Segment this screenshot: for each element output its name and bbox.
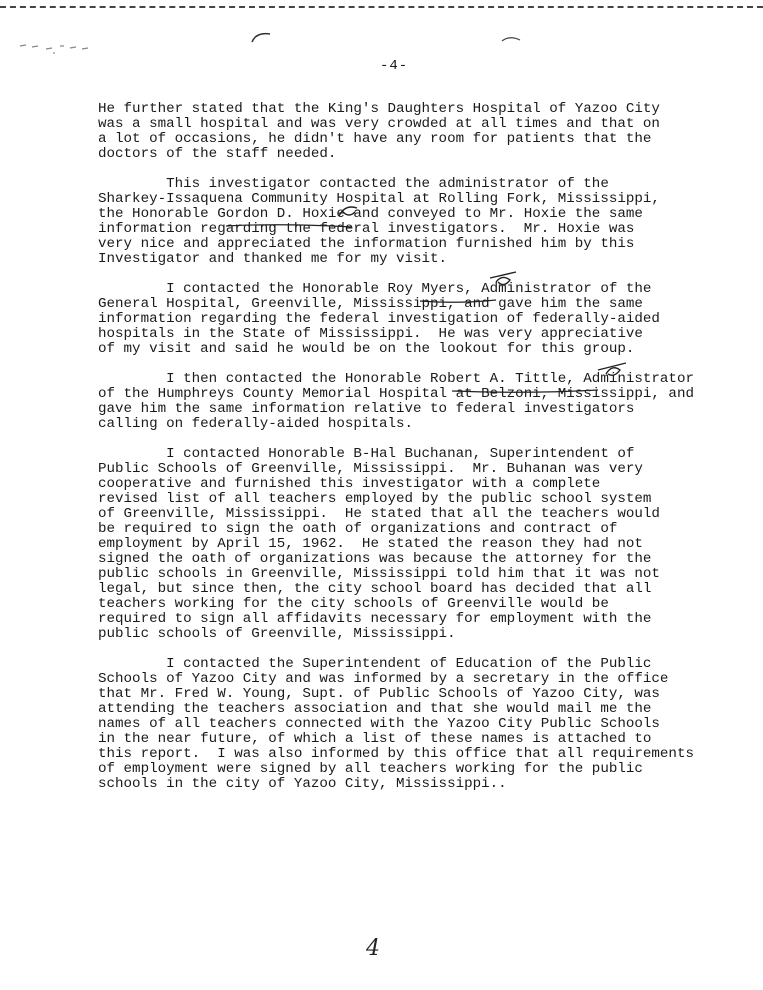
name-underline-hoxie	[224, 222, 354, 230]
line: public schools of Greenville, Mississippi.	[98, 626, 456, 642]
top-perforation-rule	[0, 6, 763, 8]
line: a lot of occasions, he didn't have any room for patients that the	[98, 131, 652, 147]
line: of the Humphreys County Memorial Hospital at Belzoni, Mississippi, and	[98, 386, 694, 402]
line: Schools of Yazoo City and was informed by a secretary in the office	[98, 671, 669, 687]
line: doctors of the staff needed.	[98, 146, 337, 162]
line: legal, but since then, the city school board has decided that all	[98, 581, 652, 597]
line: cooperative and furnished this investigator with a complete	[98, 476, 601, 492]
report-body	[98, 102, 738, 807]
line: Public Schools of Greenville, Mississippi. Mr. Buhanan was very	[98, 461, 643, 477]
line: revised list of all teachers employed by the public school system	[98, 491, 652, 507]
line: of Greenville, Mississippi. He stated that all the teachers would	[98, 506, 660, 522]
line: I contacted the Superintendent of Education of the Public	[98, 656, 652, 672]
line: this report. I was also informed by this office that all requirements	[98, 746, 694, 762]
line: schools in the city of Yazoo City, Mississippi..	[98, 776, 507, 792]
line: signed the oath of organizations was because the attorney for the	[98, 551, 652, 567]
line: teachers working for the city schools of Greenville would be	[98, 596, 609, 612]
paragraph-kings-daughters	[98, 102, 738, 162]
pencil-check-hoxie	[335, 200, 361, 222]
line: calling on federally-aided hospitals.	[98, 416, 414, 432]
handwritten-page-mark: 4	[366, 936, 380, 961]
line: the Honorable Gordon D. Hoxie and conveyed to Mr. Hoxie the same	[98, 206, 643, 222]
line: was a small hospital and was very crowded at all times and that on	[98, 116, 660, 132]
name-underline-myers	[418, 298, 498, 306]
line: I contacted Honorable B-Hal Buchanan, Superintendent of	[98, 446, 635, 462]
pencil-tick-mark-right	[500, 34, 522, 44]
scan-smudge-mark	[18, 40, 98, 56]
line: information regarding the federal investigation of federally-aided	[98, 311, 660, 327]
line: of employment were signed by all teachers working for the public	[98, 761, 643, 777]
line: hospitals in the State of Mississippi. He was very appreciative	[98, 326, 643, 342]
line: public schools in Greenville, Mississippi told him that it was not	[98, 566, 660, 582]
paragraph-greenville-schools	[98, 447, 738, 642]
paragraph-humphreys-county	[98, 372, 738, 432]
name-underline-tittle	[450, 388, 600, 396]
paragraph-general-hospital	[98, 282, 738, 357]
line: employment by April 15, 1962. He stated the reason they had not	[98, 536, 643, 552]
line: This investigator contacted the administrator of the	[98, 176, 609, 192]
line: of my visit and said he would be on the lookout for this group.	[98, 341, 635, 357]
line: He further stated that the King's Daughters Hospital of Yazoo City	[98, 101, 660, 117]
line: I contacted the Honorable Roy Myers, Administrator of the	[98, 281, 652, 297]
line: Investigator and thanked me for my visit.	[98, 251, 448, 267]
line: Sharkey-Issaquena Community Hospital at Rolling Fork, Mississippi,	[98, 191, 660, 207]
pencil-check-myers	[486, 268, 520, 290]
page-number: -4-	[380, 58, 409, 74]
line: I then contacted the Honorable Robert A. Tittle, Administrator	[98, 371, 694, 387]
line: gave him the same information relative to federal investigators	[98, 401, 635, 417]
paragraph-yazoo-city-schools	[98, 657, 738, 792]
line: information regarding the federal investigators. Mr. Hoxie was	[98, 221, 635, 237]
line: names of all teachers connected with the Yazoo City Public Schools	[98, 716, 660, 732]
line: very nice and appreciated the information furnished him by this	[98, 236, 635, 252]
line: that Mr. Fred W. Young, Supt. of Public Schools of Yazoo City, was	[98, 686, 660, 702]
line: General Hospital, Greenville, Mississippi, and gave him the same	[98, 296, 643, 312]
line: attending the teachers association and that she would mail me the	[98, 701, 652, 717]
pencil-tick-mark-left	[250, 30, 274, 44]
line: in the near future, of which a list of these names is attached to	[98, 731, 652, 747]
line: required to sign all affidavits necessary for employment with the	[98, 611, 652, 627]
paragraph-sharkey-issaquena	[98, 177, 738, 267]
pencil-check-tittle	[594, 358, 630, 380]
line: be required to sign the oath of organizations and contract of	[98, 521, 618, 537]
